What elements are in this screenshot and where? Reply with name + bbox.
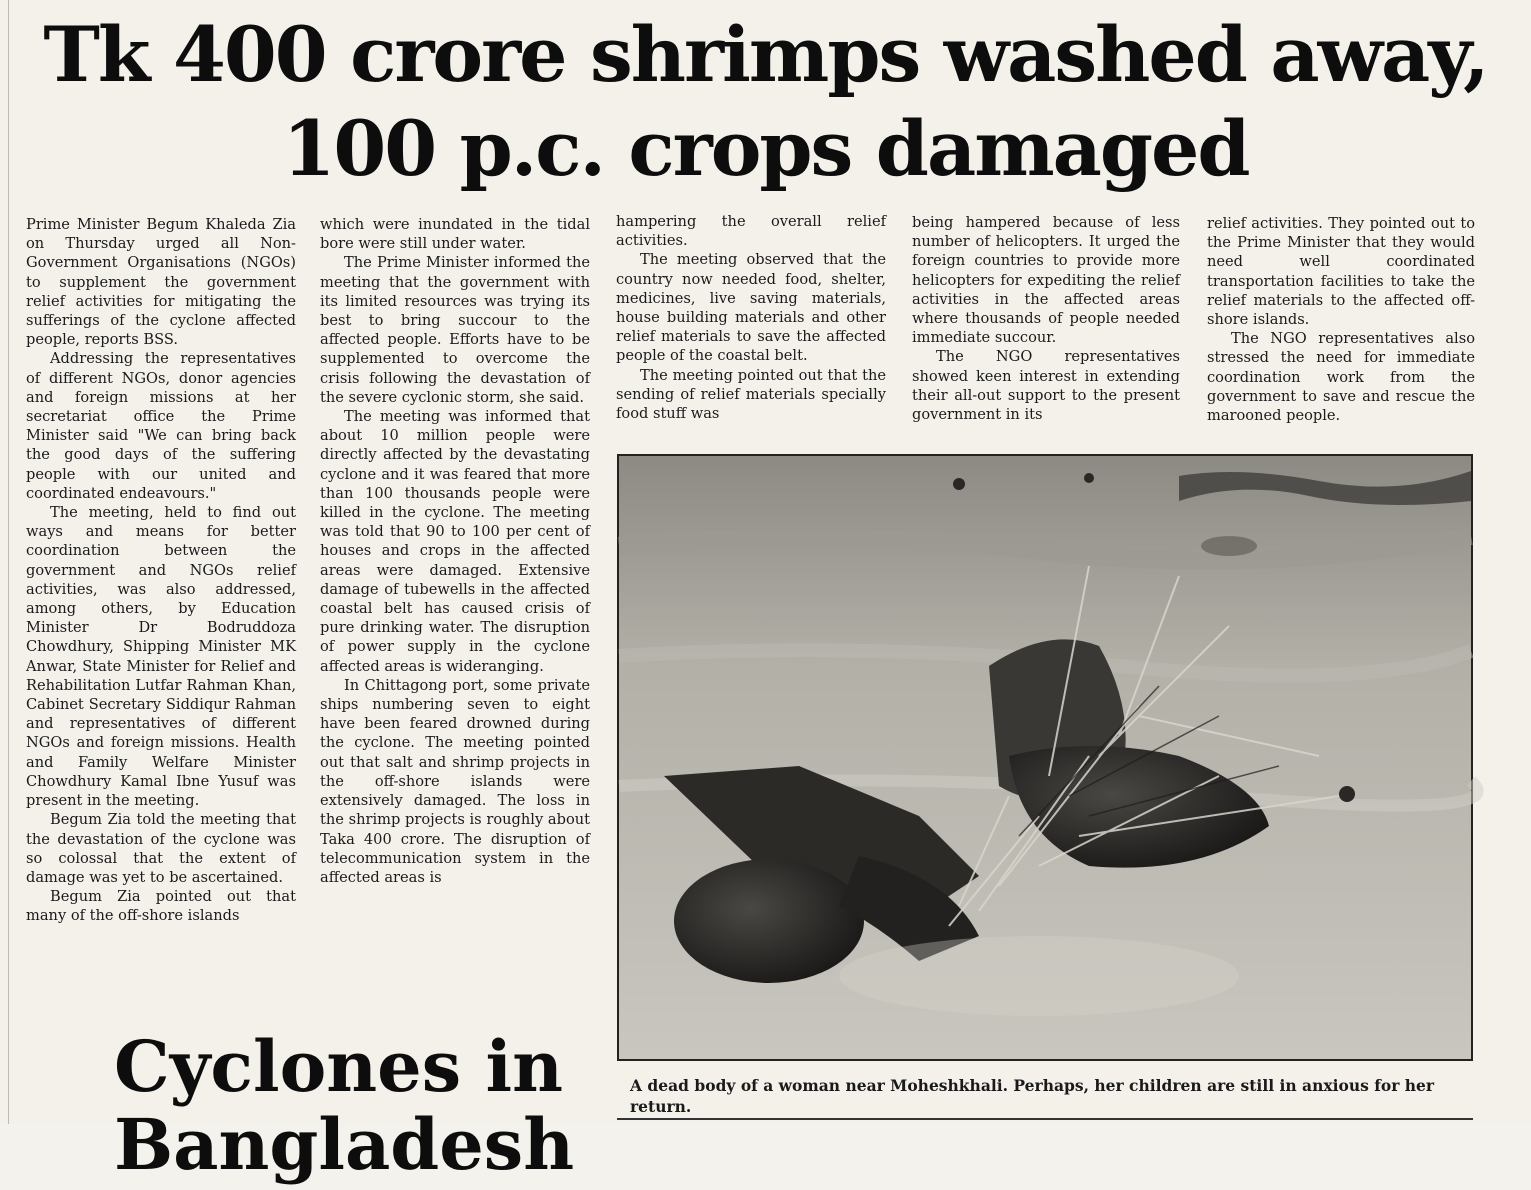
news-photo [617, 454, 1473, 1061]
paragraph: The meeting observed that the country now needed food, shelter, medicines, live saving materials, house building materials and other relief materials to save the affected people of the coastal belt. [616, 251, 886, 365]
second-headline-line-2: Bangladesh [114, 1103, 575, 1186]
paragraph: hampering the overall relief activities. [616, 213, 886, 250]
paragraph: Prime Minister Begum Khaleda Zia on Thursday urged all Non-Government Organisations (NGOs) to supplement the government relief activities for mitigating the sufferings of the cyclone affected people, reports BSS. [26, 216, 296, 349]
paragraph: being hampered because of less number of helicopters. It urged the foreign countries to provide more helicopters for expediting the relief activities in the affected areas where thousands of people needed immediate succour. [912, 214, 1180, 347]
article-column-4 [912, 213, 1180, 424]
headline [0, 8, 1531, 196]
article-column-1 [26, 215, 296, 926]
rule-under-photo [617, 1118, 1473, 1120]
article-column-5 [1207, 214, 1475, 425]
article-column-2 [320, 215, 590, 887]
paragraph: which were inundated in the tidal bore were still under water. [320, 216, 590, 253]
paragraph: The Prime Minister informed the meeting that the government with its limited resources was trying its best to bring succour to the affected people. Efforts have to be supplemented to overcome the crisis following the devastation of the severe cyclonic storm, she said. [320, 254, 590, 406]
photo-image [619, 456, 1471, 1059]
photo-caption: A dead body of a woman near Moheshkhali. Perhaps, her children are still in anxious for her return. [630, 1076, 1435, 1116]
paragraph: In Chittagong port, some private ships numbering seven to eight have been feared drowned during the cyclone. The meeting pointed out that salt and shrimp projects in the off-shore islands were extensively damaged. The loss in the shrimp projects is roughly about Taka 400 crore. The disruption of telecommunication system in the affected areas is [320, 676, 590, 886]
article-column-3 [616, 212, 886, 423]
paragraph: The meeting was informed that about 10 million people were directly affected by the devastating cyclone and it was feared that more than 100 thousands people were killed in the cyclone. The meeting was told that 90 to 100 per cent of houses and crops in the affected areas were damaged. Extensive damage of tubewells in the affected coastal belt has caused crisis of pure drinking water. The disruption of power supply in the cyclone affected areas is wideranging. [320, 408, 590, 675]
paragraph: Begum Zia pointed out that many of the off-shore islands [26, 888, 296, 925]
headline-line-1: Tk 400 crore shrimps washed away, [43, 10, 1488, 99]
paragraph: The NGO representatives also stressed the need for immediate coordination work from the government to save and rescue the marooned people. [1207, 330, 1475, 425]
paragraph: Addressing the representatives of different NGOs, donor agencies and foreign missions at her secretariat office the Prime Minister said "We can bring back the good days of the suffering people with our united and coordinated endeavours." [26, 350, 296, 502]
paragraph: The meeting, held to find out ways and means for better coordination between the government and NGOs relief activities, was also addressed, among others, by Education Minister Dr Bodruddoza Chowdhury, Shipping Minister MK Anwar, State Minister for Relief and Rehabilitation Lutfar Rahman Khan, Cabinet Secretary Siddiqur Rahman and representatives of different NGOs and foreign missions. Health and Family Welfare Minister Chowdhury Kamal Ibne Yusuf was present in the meeting. [26, 504, 296, 810]
paragraph: The NGO representatives showed keen interest in extending their all-out support to the present government in its [912, 348, 1180, 424]
paragraph: Begum Zia told the meeting that the devastation of the cyclone was so colossal that the extent of damage was yet to be ascertained. [26, 811, 296, 886]
paragraph: The meeting pointed out that the sending of relief materials specially food stuff was [616, 366, 886, 423]
paragraph: relief activities. They pointed out to the Prime Minister that they would need well coordinated transportation facilities to take the relief materials to the affected off-shore islands. [1207, 215, 1475, 329]
headline-line-2: 100 p.c. crops damaged [282, 104, 1249, 193]
second-headline-line-1: Cyclones in [114, 1025, 563, 1108]
